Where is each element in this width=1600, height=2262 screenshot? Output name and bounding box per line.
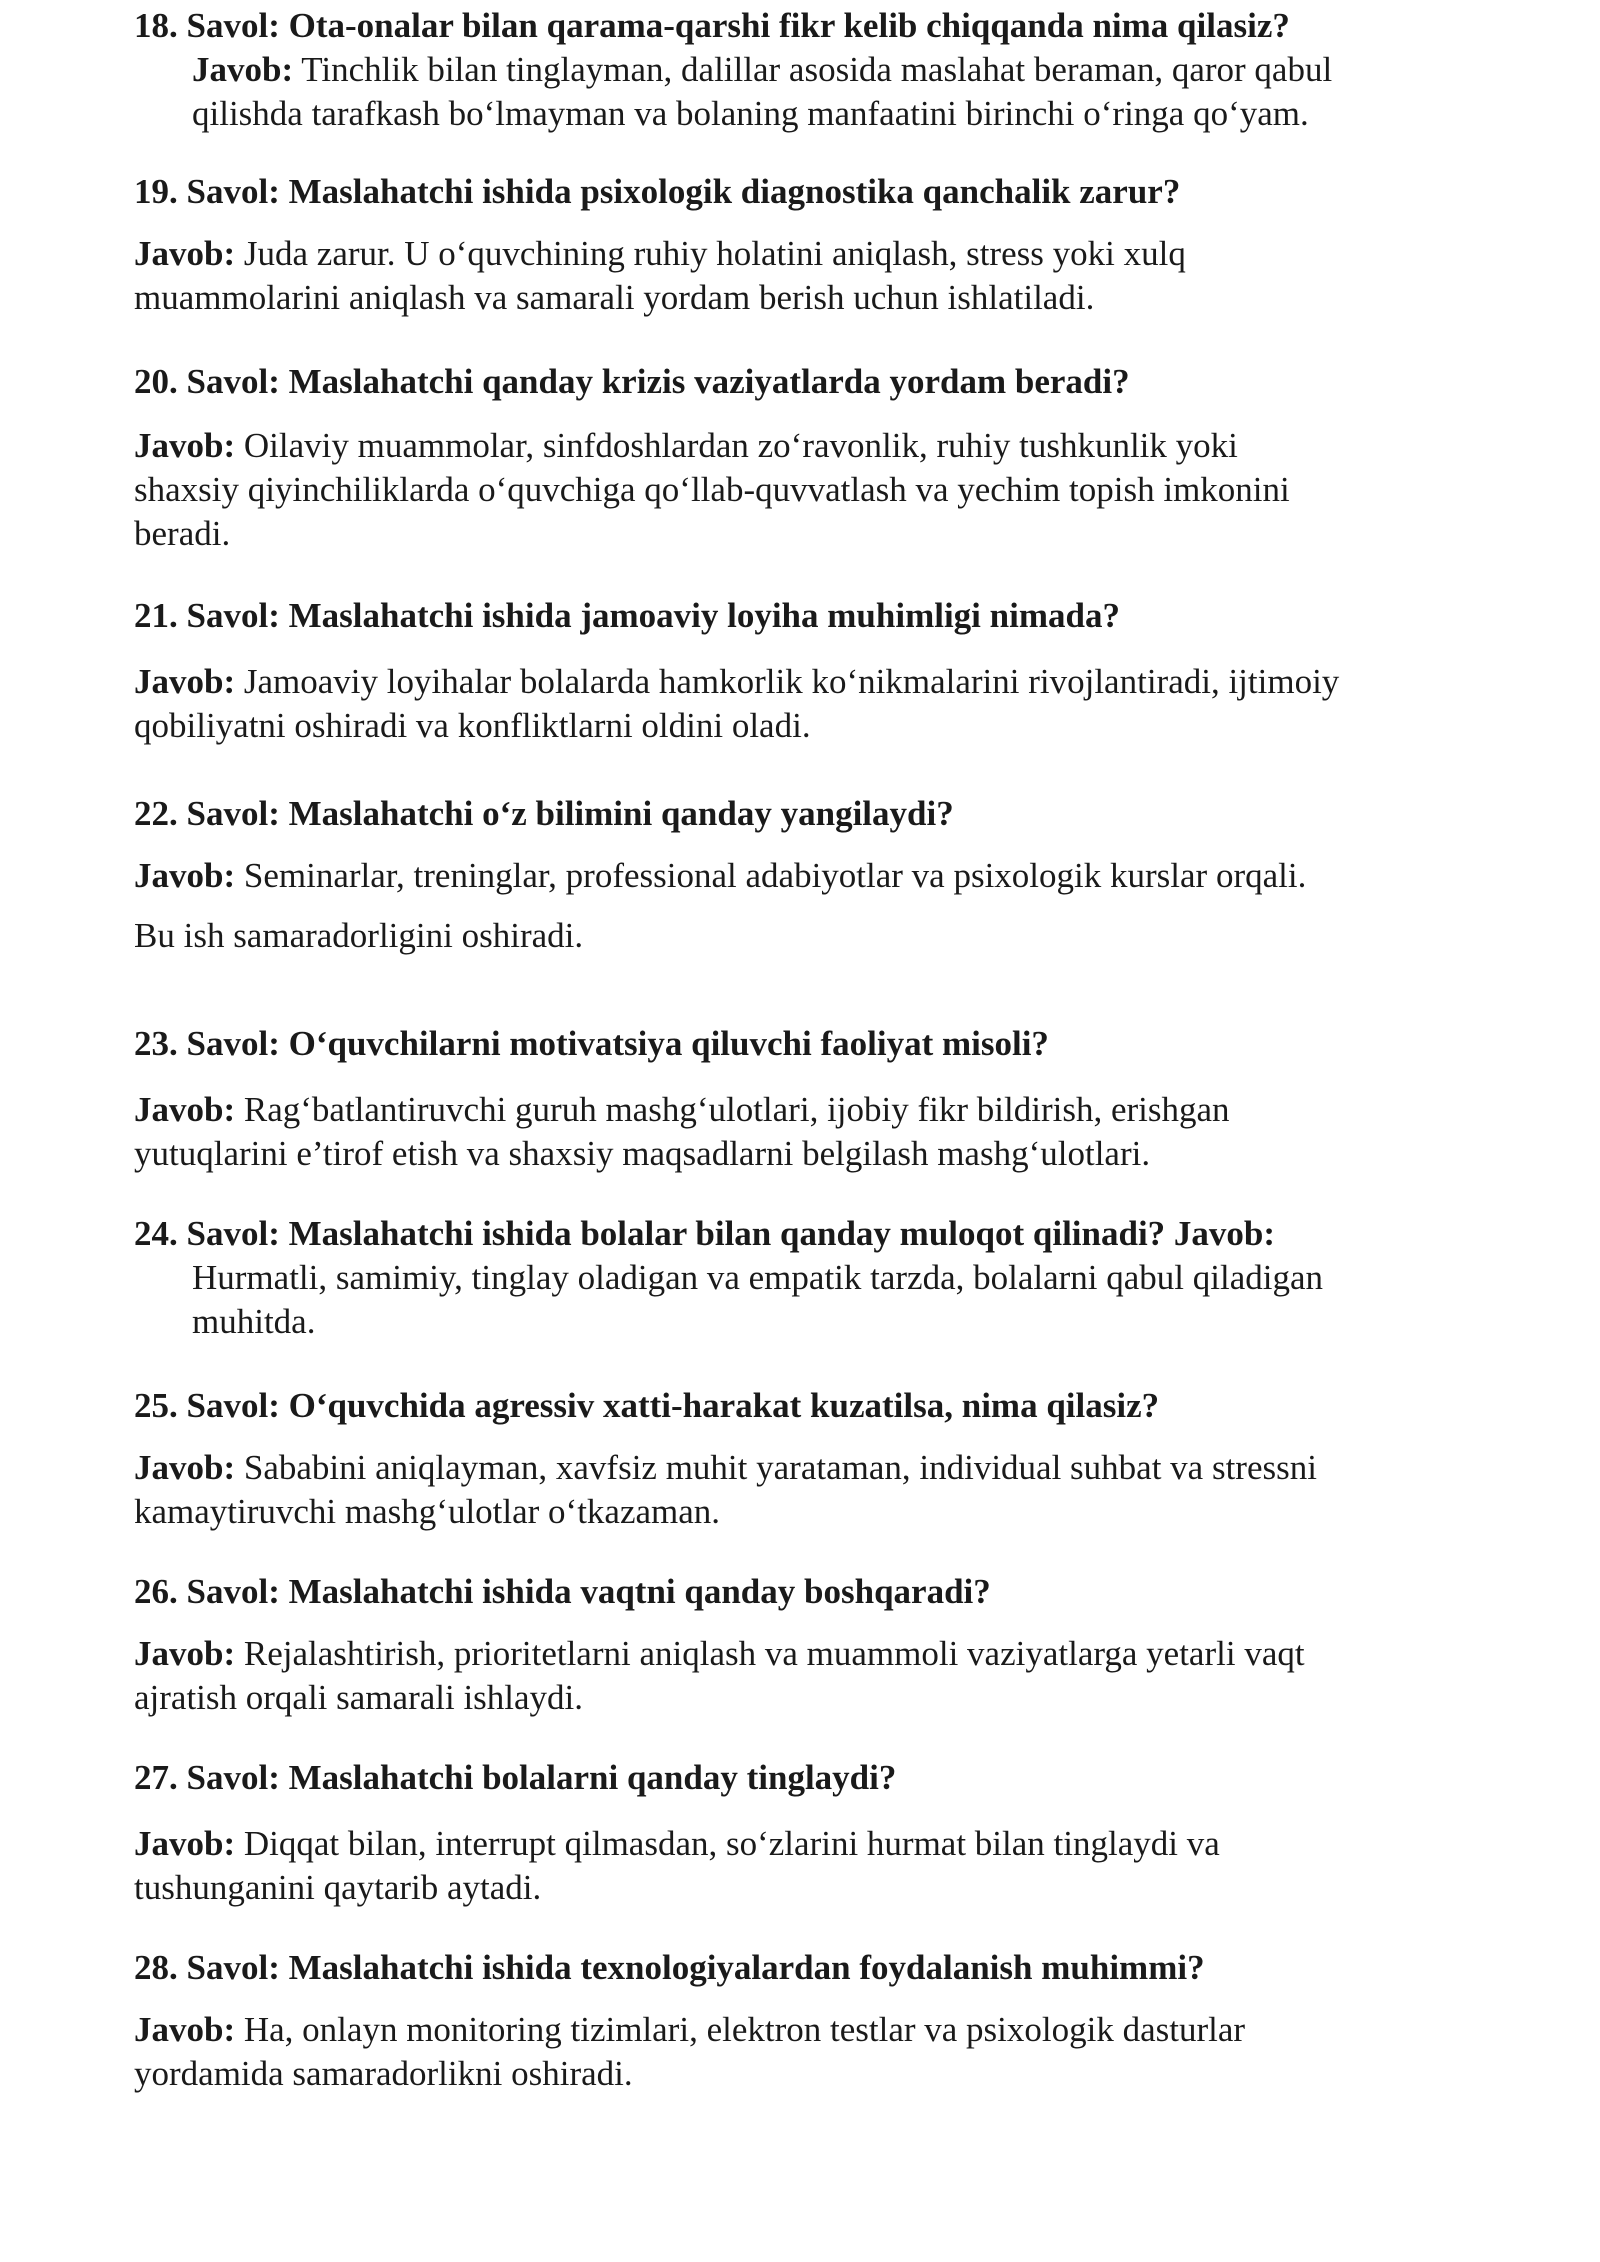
qa-item-28 bbox=[134, 1946, 1474, 2096]
answer-22-extra-line: Bu ish samaradorligini oshiradi. bbox=[134, 916, 584, 955]
answer-label-19: Javob: bbox=[134, 234, 236, 273]
question-27: 27. Savol: Maslahatchi bolalarni qanday tinglaydi? bbox=[134, 1758, 897, 1797]
answer-label-27: Javob: bbox=[134, 1824, 236, 1863]
qa-item-24 bbox=[134, 1212, 1474, 1344]
answer-24-line-2: muhitda. bbox=[192, 1302, 316, 1341]
answer-20-line-2: shaxsiy qiyinchiliklarda o‘quvchiga qo‘llab-quvvatlash va yechim topish imkonini bbox=[134, 470, 1290, 509]
answer-label-21: Javob: bbox=[134, 662, 236, 701]
answer-label-28: Javob: bbox=[134, 2010, 236, 2049]
qa-item-21 bbox=[134, 594, 1474, 748]
answer-18-line-2: qilishda tarafkash bo‘lmayman va bolaning manfaatini birinchi o‘ringa qo‘yam. bbox=[192, 94, 1309, 133]
question-25: 25. Savol: O‘quvchida agressiv xatti-harakat kuzatilsa, nima qilasiz? bbox=[134, 1386, 1160, 1425]
question-22: 22. Savol: Maslahatchi o‘z bilimini qanday yangilaydi? bbox=[134, 794, 954, 833]
qa-item-26 bbox=[134, 1570, 1474, 1720]
answer-18-line-1: Tinchlik bilan tinglayman, dalillar asosida maslahat beraman, qaror qabul bbox=[293, 50, 1333, 89]
answer-label-25: Javob: bbox=[134, 1448, 236, 1487]
qa-item-18 bbox=[134, 4, 1474, 136]
answer-20-line-3: beradi. bbox=[134, 514, 231, 553]
answer-label-23: Javob: bbox=[134, 1090, 236, 1129]
answer-27-line-1: Diqqat bilan, interrupt qilmasdan, so‘zlarini hurmat bilan tinglaydi va bbox=[235, 1824, 1220, 1863]
qa-item-23 bbox=[134, 1022, 1474, 1176]
answer-24-line-1: Hurmatli, samimiy, tinglay oladigan va empatik tarzda, bolalarni qabul qiladigan bbox=[192, 1258, 1324, 1297]
answer-label-18: Javob: bbox=[192, 50, 294, 89]
answer-28-line-1: Ha, onlayn monitoring tizimlari, elektron testlar va psixologik dasturlar bbox=[235, 2010, 1246, 2049]
qa-item-19 bbox=[134, 170, 1474, 320]
answer-22-line-1: Seminarlar, treninglar, professional adabiyotlar va psixologik kurslar orqali. bbox=[235, 856, 1307, 895]
question-24: 24. Savol: Maslahatchi ishida bolalar bilan qanday muloqot qilinadi? bbox=[134, 1214, 1166, 1253]
answer-label-20: Javob: bbox=[134, 426, 236, 465]
answer-25-line-1: Sababini aniqlayman, xavfsiz muhit yarataman, individual suhbat va stressni bbox=[235, 1448, 1317, 1487]
question-18: 18. Savol: Ota-onalar bilan qarama-qarshi fikr kelib chiqqanda nima qilasiz? bbox=[134, 6, 1290, 45]
answer-20-line-1: Oilaviy muammolar, sinfdoshlardan zo‘ravonlik, ruhiy tushkunlik yoki bbox=[235, 426, 1238, 465]
answer-26-line-2: ajratish orqali samarali ishlaydi. bbox=[134, 1678, 584, 1717]
answer-19-line-1: Juda zarur. U o‘quvchining ruhiy holatini aniqlash, stress yoki xulq bbox=[235, 234, 1186, 273]
qa-item-25 bbox=[134, 1384, 1474, 1534]
answer-label-22: Javob: bbox=[134, 856, 236, 895]
question-26: 26. Savol: Maslahatchi ishida vaqtni qanday boshqaradi? bbox=[134, 1572, 991, 1611]
qa-item-27 bbox=[134, 1756, 1474, 1910]
answer-26-line-1: Rejalashtirish, prioritetlarni aniqlash va muammoli vaziyatlarga yetarli vaqt bbox=[235, 1634, 1305, 1673]
qa-item-20 bbox=[134, 360, 1474, 556]
answer-label-24: Javob: bbox=[1173, 1214, 1276, 1253]
answer-25-line-2: kamaytiruvchi mashg‘ulotlar o‘tkazaman. bbox=[134, 1492, 721, 1531]
question-28: 28. Savol: Maslahatchi ishida texnologiyalardan foydalanish muhimmi? bbox=[134, 1948, 1205, 1987]
question-23: 23. Savol: O‘quvchilarni motivatsiya qiluvchi faoliyat misoli? bbox=[134, 1024, 1049, 1063]
answer-label-26: Javob: bbox=[134, 1634, 236, 1673]
question-20: 20. Savol: Maslahatchi qanday krizis vaziyatlarda yordam beradi? bbox=[134, 362, 1130, 401]
answer-21-line-2: qobiliyatni oshiradi va konfliktlarni oldini oladi. bbox=[134, 706, 811, 745]
answer-27-line-2: tushunganini qaytarib aytadi. bbox=[134, 1868, 542, 1907]
question-19: 19. Savol: Maslahatchi ishida psixologik diagnostika qanchalik zarur? bbox=[134, 172, 1181, 211]
answer-23-line-2: yutuqlarini e’tirof etish va shaxsiy maqsadlarni belgilash mashg‘ulotlari. bbox=[134, 1134, 1151, 1173]
answer-23-line-1: Rag‘batlantiruvchi guruh mashg‘ulotlari, ijobiy fikr bildirish, erishgan bbox=[235, 1090, 1230, 1129]
qa-item-22 bbox=[134, 792, 1474, 958]
answer-28-line-2: yordamida samaradorlikni oshiradi. bbox=[134, 2054, 633, 2093]
answer-19-line-2: muammolarini aniqlash va samarali yordam berish uchun ishlatiladi. bbox=[134, 278, 1095, 317]
question-21: 21. Savol: Maslahatchi ishida jamoaviy loyiha muhimligi nimada? bbox=[134, 596, 1120, 635]
answer-21-line-1: Jamoaviy loyihalar bolalarda hamkorlik ko‘nikmalarini rivojlantiradi, ijtimoiy bbox=[235, 662, 1340, 701]
